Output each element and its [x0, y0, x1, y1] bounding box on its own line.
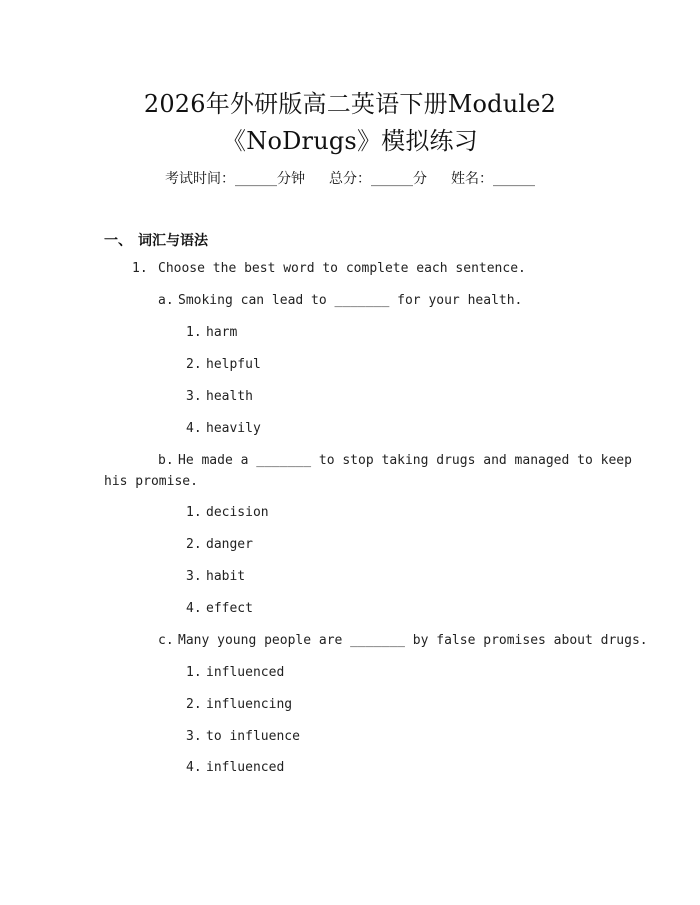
question-number: 1. [132, 261, 148, 276]
sub-question-a [158, 293, 522, 308]
exam-meta [0, 168, 700, 188]
option-text: harm [206, 325, 238, 340]
sub-question-label: a. [158, 293, 174, 308]
option-b-2: 2. danger [186, 537, 253, 552]
section-number: 一、 [104, 233, 132, 249]
option-b-3: 3. habit [186, 569, 246, 584]
page-title: 2026年外研版高二英语下册Module2 [143, 90, 557, 118]
total-score-field: 总分：______分 [329, 171, 427, 187]
sub-question-label: b. [158, 453, 174, 468]
exam-time-field: 考试时间：______分钟 [165, 171, 305, 187]
section-title: 词汇与语法 [138, 233, 208, 249]
option-text: influenced [206, 665, 285, 680]
option-b-1: 1. decision [186, 505, 269, 520]
option-text: helpful [206, 357, 261, 372]
option-text: influenced [206, 760, 285, 775]
option-text: influencing [206, 697, 293, 712]
sub-question-text: He made a _______ to stop taking drugs and managed to keep [178, 453, 632, 468]
option-a-3: 3. health [186, 389, 253, 404]
option-b-4: 4. effect [186, 601, 253, 616]
page-subtitle: 《NoDrugs》模拟练习 [222, 127, 478, 155]
question-prompt [132, 261, 526, 276]
sub-question-b-continuation: his promise. [104, 474, 198, 489]
sub-question-b [158, 453, 632, 468]
option-text: effect [206, 601, 253, 616]
option-text: heavily [206, 421, 261, 436]
option-c-2: 2. influencing [186, 697, 293, 712]
name-field: 姓名：______ [451, 171, 535, 187]
option-text: health [206, 389, 253, 404]
option-c-1: 1. influenced [186, 665, 285, 680]
option-c-3: 3. to influence [186, 729, 300, 744]
option-text: to influence [206, 729, 300, 744]
sub-question-label: c. [158, 633, 174, 648]
sub-question-text: Smoking can lead to _______ for your health. [178, 293, 523, 308]
option-a-1: 1. harm [186, 325, 238, 340]
sub-question-text: Many young people are _______ by false promises about drugs. [178, 633, 648, 648]
option-a-4: 4. heavily [186, 421, 261, 436]
option-c-4: 4. influenced [186, 760, 285, 775]
section-heading [104, 230, 208, 250]
question-text: Choose the best word to complete each sentence. [158, 261, 526, 276]
option-text: habit [206, 569, 246, 584]
sub-question-c [158, 633, 648, 648]
option-text: danger [206, 537, 253, 552]
option-a-2: 2. helpful [186, 357, 261, 372]
option-text: decision [206, 505, 269, 520]
